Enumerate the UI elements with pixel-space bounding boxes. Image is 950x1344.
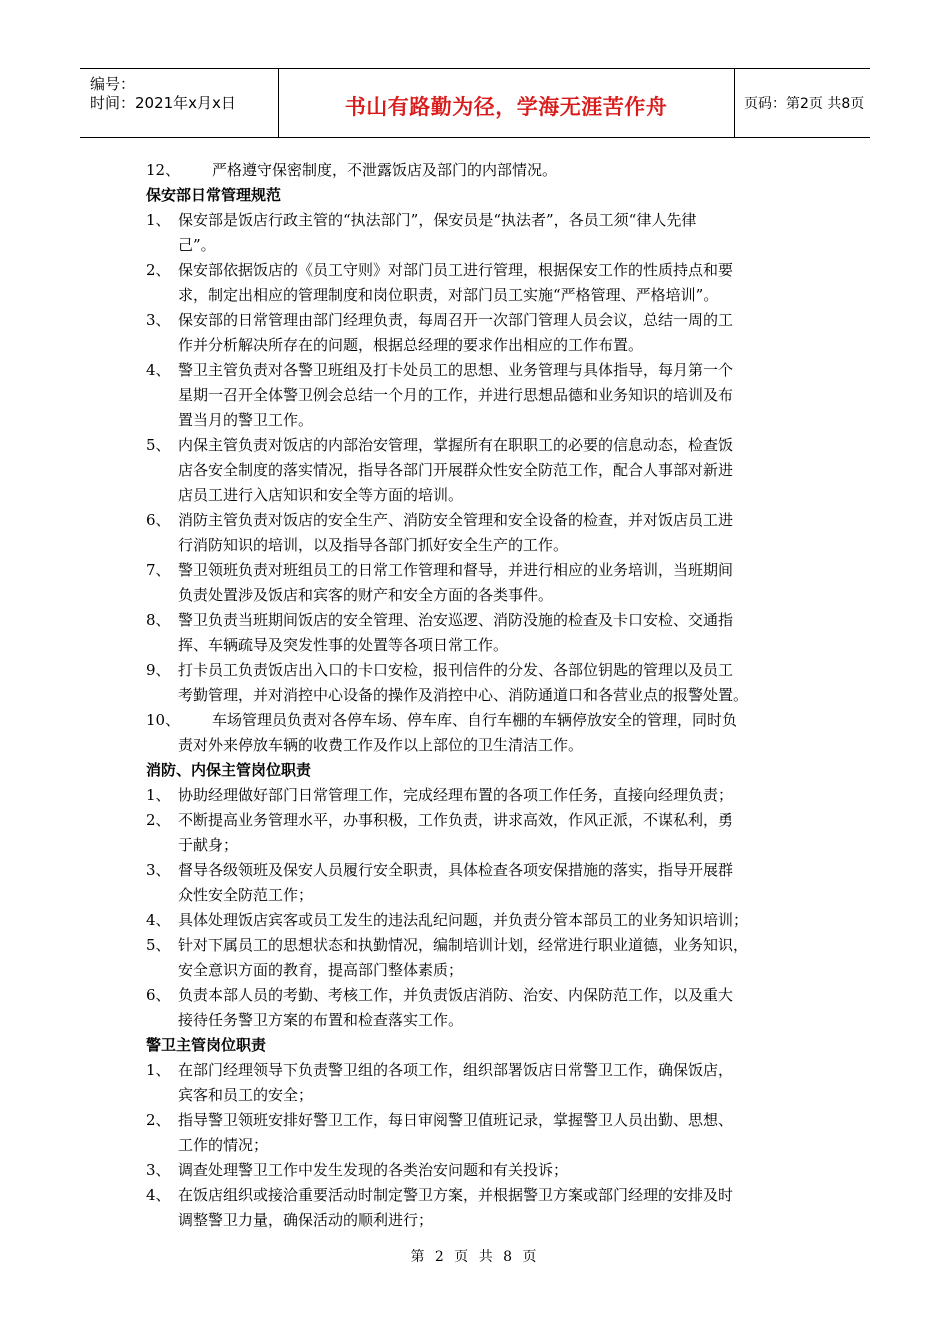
item-text: 针对下属员工的思想状态和执勤情况，编制培训计划，经常进行职业道德，业务知识， bbox=[178, 936, 749, 954]
item-text: 保安部的日常管理由部门经理负责，每周召开一次部门管理人员会议，总结一周的工 bbox=[178, 311, 734, 329]
item-text: 内保主管负责对饭店的内部治安管理，掌握所有在职职工的必要的信息动态，检查饭 bbox=[178, 436, 734, 454]
list-item-continuation: 宾客和员工的安全； bbox=[178, 1086, 314, 1104]
item-number: 2、 bbox=[146, 1111, 171, 1129]
item-text: 保安部是饭店行政主管的“执法部门”，保安员是“执法者”，各员工须“律人先律 bbox=[178, 211, 697, 229]
item-number: 2、 bbox=[146, 261, 171, 279]
item-number: 3、 bbox=[146, 1161, 171, 1179]
list-item bbox=[146, 1108, 816, 1133]
item-text: 消防主管负责对饭店的安全生产、消防安全管理和安全设备的检查，并对饭店员工进 bbox=[178, 511, 734, 529]
header-page-number: 页码：第2页 共8页 bbox=[744, 96, 865, 112]
item-number: 1、 bbox=[146, 211, 171, 229]
item-number: 6、 bbox=[146, 986, 171, 1004]
item-text: 在部门经理领导下负责警卫组的各项工作，组织部署饭店日常警卫工作，确保饭店， bbox=[178, 1061, 734, 1079]
item-number: 4、 bbox=[146, 911, 171, 929]
item-number: 1、 bbox=[146, 1061, 171, 1079]
item-text: 在饭店组织或接洽重要活动时制定警卫方案，并根据警卫方案或部门经理的安排及时 bbox=[178, 1186, 734, 1204]
list-item-continuation: 于献身； bbox=[178, 836, 239, 854]
item-number: 5、 bbox=[146, 936, 171, 954]
item-number: 7、 bbox=[146, 561, 171, 579]
item-number: 4、 bbox=[146, 361, 171, 379]
list-item-continuation: 求，制定出相应的管理制度和岗位职责，对部门员工实施“严格管理、严格培训”。 bbox=[178, 286, 719, 304]
item-text: 具体处理饭店宾客或员工发生的违法乱纪问题，并负责分管本部员工的业务知识培训； bbox=[178, 911, 749, 929]
list-item bbox=[146, 658, 816, 683]
list-item-continuation: 调整警卫力量，确保活动的顺利进行； bbox=[178, 1211, 434, 1229]
page-footer: 第 2 页 共 8 页 bbox=[410, 1249, 540, 1265]
list-item bbox=[146, 433, 816, 458]
item-number: 12、 bbox=[146, 161, 181, 179]
item-number: 1、 bbox=[146, 786, 171, 804]
item-text: 调查处理警卫工作中发生发现的各类治安问题和有关投诉； bbox=[178, 1161, 569, 1179]
item-number: 2、 bbox=[146, 811, 171, 829]
list-item-continuation: 众性安全防范工作； bbox=[178, 886, 314, 904]
list-item-continuation: 店员工进行入店知识和安全等方面的培训。 bbox=[178, 486, 464, 504]
list-item bbox=[146, 1058, 816, 1083]
list-item-continuation: 己”。 bbox=[178, 236, 216, 254]
list-item bbox=[146, 708, 816, 733]
header-motto-cell bbox=[278, 69, 735, 137]
item-text: 打卡员工负责饭店出入口的卡口安检，报刊信件的分发、各部位钥匙的管理以及员工 bbox=[178, 661, 734, 679]
list-item bbox=[146, 983, 816, 1008]
item-text: 严格遵守保密制度，不泄露饭店及部门的内部情况。 bbox=[212, 161, 558, 179]
list-item bbox=[146, 808, 816, 833]
page-header bbox=[80, 68, 870, 138]
header-page-cell bbox=[734, 69, 870, 137]
list-item bbox=[146, 308, 816, 333]
list-item-continuation: 挥、车辆疏导及突发性事的处置等各项日常工作。 bbox=[178, 636, 509, 654]
list-item-continuation: 置当月的警卫工作。 bbox=[178, 411, 314, 429]
list-item bbox=[146, 858, 816, 883]
list-item bbox=[146, 358, 816, 383]
list-item-continuation: 行消防知识的培训，以及指导各部门抓好安全生产的工作。 bbox=[178, 536, 569, 554]
item-number: 3、 bbox=[146, 861, 171, 879]
item-text: 督导各级领班及保安人员履行安全职责，具体检查各项安保措施的落实，指导开展群 bbox=[178, 861, 734, 879]
list-item bbox=[146, 933, 816, 958]
list-item-continuation: 工作的情况； bbox=[178, 1136, 269, 1154]
list-item-continuation: 安全意识方面的教育，提高部门整体素质； bbox=[178, 961, 464, 979]
list-item bbox=[146, 608, 816, 633]
header-motto: 书山有路勤为径，学海无涯苦作舟 bbox=[344, 95, 668, 119]
header-info-cell bbox=[80, 69, 279, 137]
item-number: 6、 bbox=[146, 511, 171, 529]
item-number: 5、 bbox=[146, 436, 171, 454]
item-text: 不断提高业务管理水平，办事积极，工作负责，讲求高效，作风正派，不谋私利，勇 bbox=[178, 811, 734, 829]
list-item bbox=[146, 158, 816, 183]
section-heading: 消防、内保主管岗位职责 bbox=[146, 761, 312, 779]
list-item-continuation: 负责处置涉及饭店和宾客的财产和安全方面的各类事件。 bbox=[178, 586, 554, 604]
list-item bbox=[146, 258, 816, 283]
section-heading: 保安部日常管理规范 bbox=[146, 186, 282, 204]
list-item bbox=[146, 1158, 816, 1183]
list-item-continuation: 责对外来停放车辆的收费工作及作以上部位的卫生清洁工作。 bbox=[178, 736, 584, 754]
list-item bbox=[146, 783, 816, 808]
item-text: 警卫负责当班期间饭店的安全管理、治安巡逻、消防没施的检查及卡口安检、交通指 bbox=[178, 611, 734, 629]
document-number-label: 编号： bbox=[90, 75, 136, 93]
list-item bbox=[146, 508, 816, 533]
list-item bbox=[146, 208, 816, 233]
item-text: 保安部依据饭店的《员工守则》对部门员工进行管理，根据保安工作的性质持点和要 bbox=[178, 261, 734, 279]
item-number: 3、 bbox=[146, 311, 171, 329]
list-item-continuation: 星期一召开全体警卫例会总结一个月的工作，并进行思想品德和业务知识的培训及布 bbox=[178, 386, 734, 404]
list-item-continuation: 接待任务警卫方案的布置和检查落实工作。 bbox=[178, 1011, 464, 1029]
item-text: 协助经理做好部门日常管理工作，完成经理布置的各项工作任务，直接向经理负责； bbox=[178, 786, 734, 804]
list-item bbox=[146, 908, 816, 933]
list-item bbox=[146, 1183, 816, 1208]
section-heading: 警卫主管岗位职责 bbox=[146, 1036, 267, 1054]
item-number: 10、 bbox=[146, 711, 181, 729]
item-number: 8、 bbox=[146, 611, 171, 629]
item-text: 负责本部人员的考勤、考核工作，并负责饭店消防、治安、内保防范工作，以及重大 bbox=[178, 986, 734, 1004]
item-text: 车场管理员负责对各停车场、停车库、自行车棚的车辆停放安全的管理，同时负 bbox=[212, 711, 738, 729]
item-text: 警卫主管负责对各警卫班组及打卡处员工的思想、业务管理与具体指导，每月第一个 bbox=[178, 361, 734, 379]
item-text: 指导警卫领班安排好警卫工作，每日审阅警卫值班记录，掌握警卫人员出勤、思想、 bbox=[178, 1111, 734, 1129]
document-date-label: 时间：2021年x月x日 bbox=[90, 94, 236, 112]
item-text: 警卫领班负责对班组员工的日常工作管理和督导，并进行相应的业务培训，当班期间 bbox=[178, 561, 734, 579]
list-item bbox=[146, 558, 816, 583]
list-item-continuation: 考勤管理，并对消控中心设备的操作及消控中心、消防通道口和各营业点的报警处置。 bbox=[178, 686, 749, 704]
list-item-continuation: 店各安全制度的落实情况，指导各部门开展群众性安全防范工作，配合人事部对新进 bbox=[178, 461, 734, 479]
item-number: 9、 bbox=[146, 661, 171, 679]
list-item-continuation: 作并分析解决所存在的问题，根据总经理的要求作出相应的工作布置。 bbox=[178, 336, 644, 354]
item-number: 4、 bbox=[146, 1186, 171, 1204]
document-body bbox=[146, 158, 816, 1233]
